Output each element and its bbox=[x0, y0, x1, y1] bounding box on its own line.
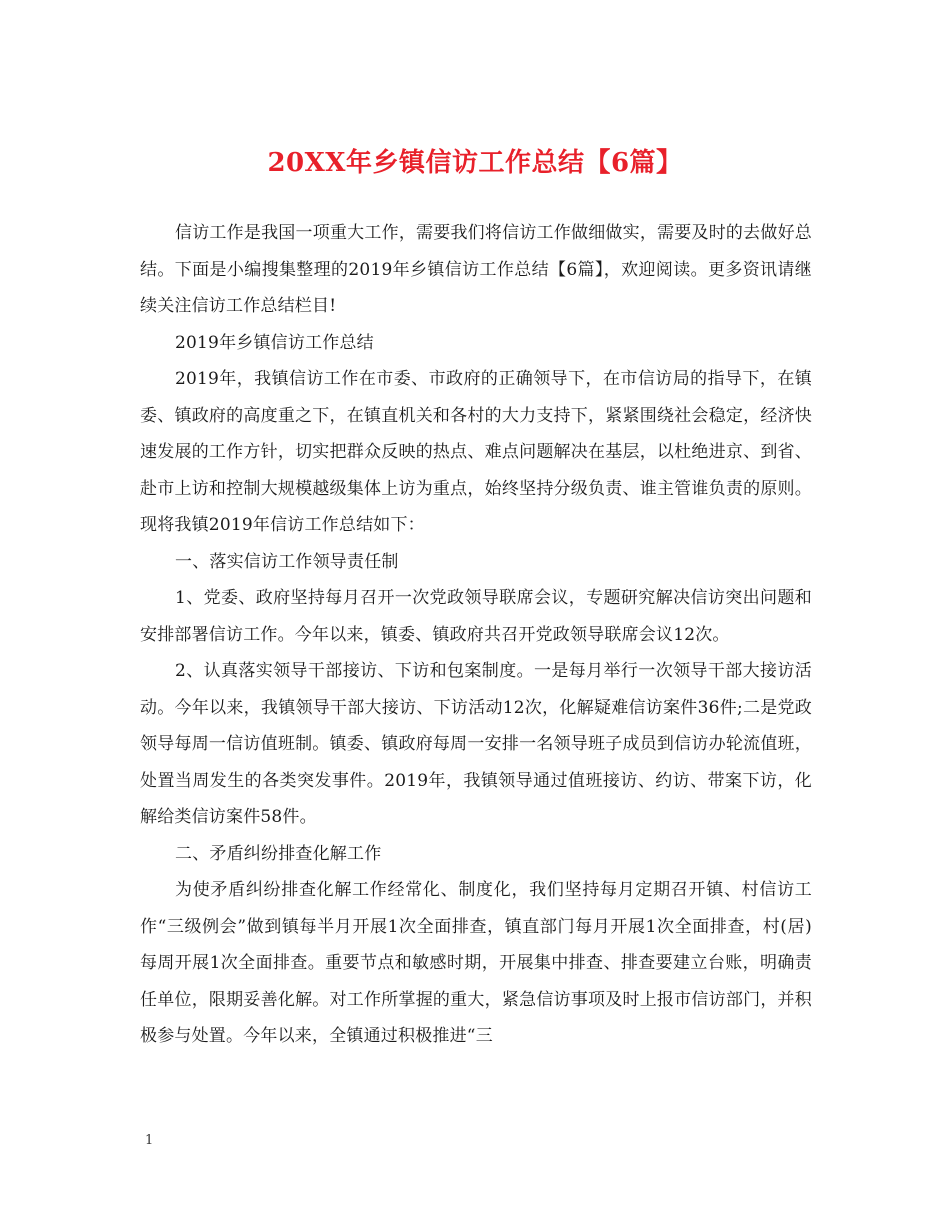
paragraph-dispute: 为使矛盾纠纷排查化解工作经常化、制度化，我们坚持每月定期召开镇、村信访工作“三级例会”做到镇每半月开展1次全面排查，镇直部门每月开展1次全面排查，村(居)每周开展1次全面排查。重要节点和敏感时期，开展集中排查、排查要建立台账，明确责任单位，限期妥善化解。对工作所掌握的重大，紧急信访事项及时上报市信访部门，并积极参与处置。今年以来，全镇通过积极推进“三 bbox=[140, 880, 812, 1046]
paragraph-summary: 2019年，我镇信访工作在市委、市政府的正确领导下，在市信访局的指导下，在镇委、镇政府的高度重之下，在镇直机关和各村的大力支持下，紧紧围绕社会稳定，经济快速发展的工作方针，切实把群众反映的热点、难点问题解决在基层，以杜绝进京、到省、赴市上访和控制大规模越级集体上访为重点，始终坚持分级负责、谁主管谁负责的原则。现将我镇2019年信访工作总结如下： bbox=[140, 369, 812, 535]
page-number: 1 bbox=[145, 1133, 154, 1148]
paragraph-item-1: 1、党委、政府坚持每月召开一次党政领导联席会议，专题研究解决信访突出问题和安排部署信访工作。今年以来，镇委、镇政府共召开党政领导联席会议12次。 bbox=[140, 588, 812, 645]
paragraph-subtitle: 2019年乡镇信访工作总结 bbox=[175, 332, 374, 353]
document-title: 20XX年乡镇信访工作总结【6篇】 bbox=[267, 148, 683, 178]
paragraph-intro: 信访工作是我国一项重大工作，需要我们将信访工作做细做实，需要及时的去做好总结。下面是小编搜集整理的2019年乡镇信访工作总结【6篇】，欢迎阅读。更多资讯请继续关注信访工作总结栏目! bbox=[140, 223, 812, 316]
section-heading-2: 二、矛盾纠纷排查化解工作 bbox=[175, 843, 382, 864]
document-body bbox=[140, 215, 812, 1055]
section-heading-1: 一、落实信访工作领导责任制 bbox=[175, 551, 399, 572]
paragraph-item-2: 2、认真落实领导干部接访、下访和包案制度。一是每月举行一次领导干部大接访活动。今年以来，我镇领导干部大接访、下访活动12次，化解疑难信访案件36件;二是党政领导每周一信访值班制。镇委、镇政府每周一安排一名领导班子成员到信访办轮流值班，处置当周发生的各类突发事件。2019年，我镇领导通过值班接访、约访、带案下访，化解给类信访案件58件。 bbox=[140, 661, 812, 827]
